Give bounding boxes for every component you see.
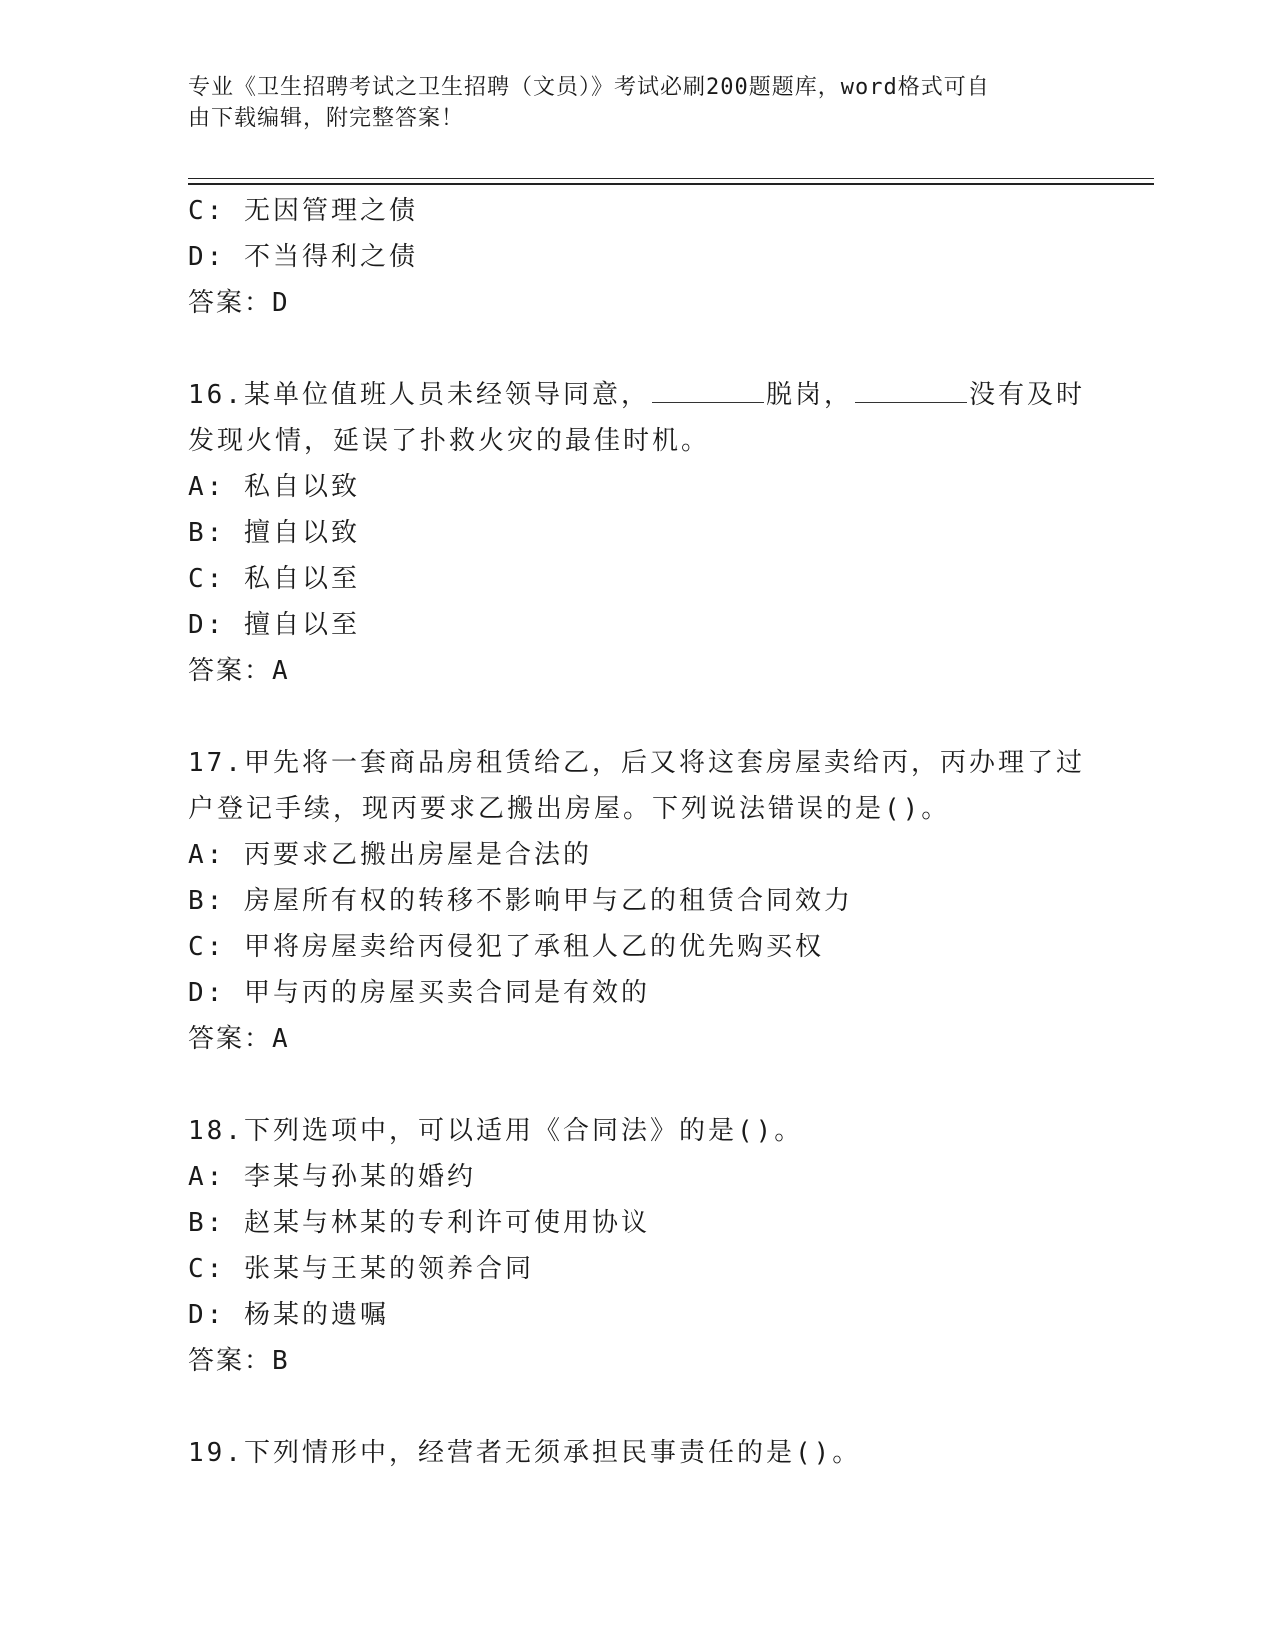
fill-blank-1 [652,380,764,403]
stem-part-2: 脱岗， [765,380,853,410]
option-b: B: 赵某与林某的专利许可使用协议 [188,1208,650,1238]
question-stem-line-2: 户登记手续，现丙要求乙搬出房屋。下列说法错误的是()。 [188,794,951,824]
spacer [188,1062,1088,1108]
answer-line: 答案：B [188,1346,290,1376]
answer-line: 答案：A [188,656,290,686]
option-b: B: 房屋所有权的转移不影响甲与乙的租赁合同效力 [188,886,853,916]
header-line-2: 由下载编辑，附完整答案！ [188,106,465,131]
header-rule-top [188,178,1154,179]
question-16 [188,372,1088,694]
spacer [188,1384,1088,1430]
option-c: C: 私自以至 [188,564,360,594]
spacer [188,694,1088,740]
option-a: A: 私自以致 [188,472,360,502]
option-d: D: 不当得利之债 [188,242,418,272]
question-stem-line-2: 发现火情，延误了扑救火灾的最佳时机。 [188,426,711,456]
question-stem [188,372,1088,418]
document-header [188,72,1068,134]
question-15-tail [188,188,1088,326]
question-stem: 19.下列情形中，经营者无须承担民事责任的是()。 [188,1438,862,1468]
question-18 [188,1108,1088,1384]
question-list [188,188,1088,1476]
spacer [188,326,1088,372]
option-c: C: 无因管理之债 [188,196,418,226]
header-rule-bottom [188,183,1154,185]
question-17 [188,740,1088,1062]
option-c: C: 甲将房屋卖给丙侵犯了承租人乙的优先购买权 [188,932,824,962]
answer-line: 答案：D [188,288,290,318]
fill-blank-2 [855,380,967,403]
question-stem: 17.甲先将一套商品房租赁给乙，后又将这套房屋卖给丙，丙办理了过 [188,748,1085,778]
option-d: D: 擅自以至 [188,610,360,640]
option-d: D: 杨某的遗嘱 [188,1300,389,1330]
option-d: D: 甲与丙的房屋买卖合同是有效的 [188,978,650,1008]
question-stem: 18.下列选项中，可以适用《合同法》的是()。 [188,1116,804,1146]
question-19 [188,1430,1088,1476]
answer-line: 答案：A [188,1024,290,1054]
option-a: A: 李某与孙某的婚约 [188,1162,476,1192]
header-line-1: 专业《卫生招聘考试之卫生招聘（文员）》考试必刷200题题库，word格式可自 [188,75,990,100]
stem-part-3: 没有及时 [968,380,1085,410]
option-b: B: 擅自以致 [188,518,360,548]
option-a: A: 丙要求乙搬出房屋是合法的 [188,840,592,870]
option-c: C: 张某与王某的领养合同 [188,1254,534,1284]
stem-part-1: 16.某单位值班人员未经领导同意， [188,380,650,410]
